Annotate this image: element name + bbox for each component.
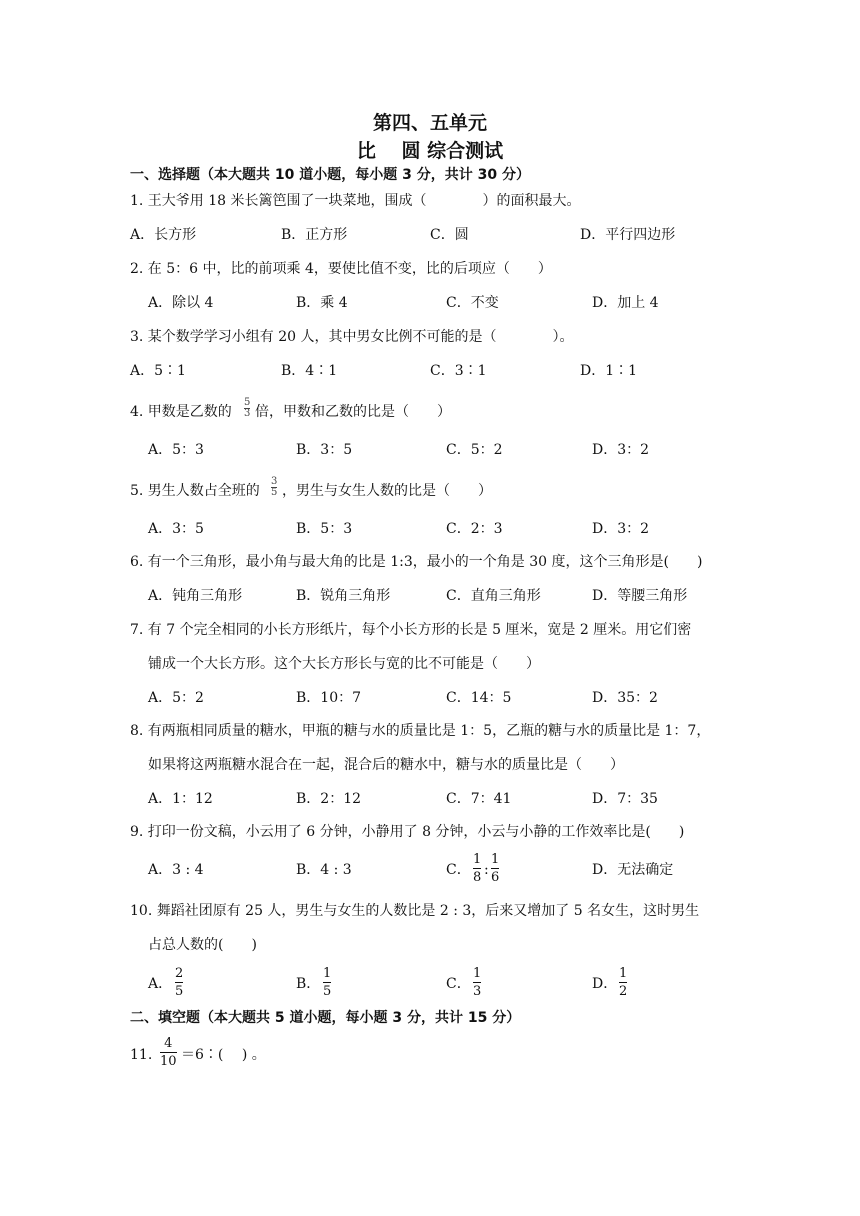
question-9-option-b: B．4 : 3: [296, 862, 352, 878]
question-10-option-a-label: A．: [148, 976, 173, 992]
question-5-option-c: C．2：3: [446, 521, 503, 537]
question-3-option-a: A．5∶1: [130, 363, 186, 379]
question-7-option-c: C．14：5: [446, 690, 512, 706]
question-2-stem: 2. 在 5：6 中，比的前项乘 4，要使比值不变，比的后项应（ ）: [130, 261, 552, 277]
page-title: 第四、五单元: [372, 112, 487, 134]
question-7-stem-line1: 7. 有 7 个完全相同的小长方形纸片，每个小长方形的长是 5 厘米，宽是 2 厘米。用它们密: [130, 622, 692, 638]
fraction-denominator: 3: [473, 984, 482, 999]
question-10-option-a-fraction: [175, 966, 183, 999]
question-10-option-b-label: B．: [296, 976, 321, 992]
question-1-option-b: B．正方形: [281, 227, 348, 243]
question-10-option-c-fraction: [473, 966, 481, 999]
question-4-option-a: A．5：3: [148, 442, 204, 458]
question-9-option-c-label: C．: [446, 862, 471, 878]
question-9-stem: 9. 打印一份文稿，小云用了 6 分钟，小静用了 8 分钟，小云与小静的工作效率比是( ): [130, 824, 685, 840]
question-9-option-c-fraction-2: [491, 852, 499, 885]
question-3-option-c: C．3∶1: [430, 363, 487, 379]
question-8-option-d: D．7：35: [592, 791, 658, 807]
fraction-numerator: 1: [491, 852, 500, 867]
page-subtitle: 比 圆 综合测试: [356, 140, 504, 162]
question-7-option-a: A．5：2: [148, 690, 204, 706]
fraction-numerator: 1: [473, 966, 482, 981]
question-2-option-a: A．除以 4: [148, 295, 214, 311]
section-heading-choice: 一、选择题（本大题共 10 道小题，每小题 3 分，共计 30 分）: [130, 167, 530, 183]
question-2-option-b: B．乘 4: [296, 295, 348, 311]
question-1-stem: 1. 王大爷用 18 米长篱笆围了一块菜地，围成（ ）的面积最大。: [130, 193, 581, 209]
question-4-option-c: C．5：2: [446, 442, 503, 458]
fraction-numerator: 2: [175, 966, 184, 981]
question-2-option-d: D．加上 4: [592, 295, 659, 311]
question-4-stem-post: 倍，甲数和乙数的比是（ ）: [255, 404, 451, 420]
question-7-option-d: D．35：2: [592, 690, 658, 706]
question-3-stem: 3. 某个数学学习小组有 20 人，其中男女比例不可能的是（ ）。: [130, 329, 574, 345]
fraction-denominator: 2: [619, 984, 628, 999]
question-2-option-c: C．不变: [446, 295, 499, 311]
question-11-rest: ＝6∶( ) 。: [181, 1047, 266, 1063]
question-9-option-d: D．无法确定: [592, 862, 674, 878]
question-4-stem-pre: 4. 甲数是乙数的: [130, 404, 232, 420]
question-5-fraction: [271, 477, 277, 498]
fraction-denominator: 10: [160, 1054, 177, 1069]
question-10-stem-line1: 10. 舞蹈社团原有 25 人，男生与女生的人数比是 2 : 3，后来又增加了 5 名女生，这时男生: [130, 903, 700, 919]
question-4-option-d: D．3：2: [592, 442, 650, 458]
question-8-stem-line2: 如果将这两瓶糖水混合在一起，混合后的糖水中，糖与水的质量比是（ ）: [148, 757, 624, 773]
fraction-numerator: 4: [164, 1036, 173, 1051]
section-heading-fill-in: 二、填空题（本大题共 5 道小题，每小题 3 分，共计 15 分）: [130, 1010, 521, 1026]
question-8-stem-line1: 8. 有两瓶相同质量的糖水，甲瓶的糖与水的质量比是 1：5，乙瓶的糖与水的质量比是 1：7，: [130, 723, 711, 739]
question-11-fraction: [160, 1036, 177, 1069]
question-6-option-d: D．等腰三角形: [592, 588, 688, 604]
question-5-stem-post: ，男生与女生人数的比是（ ）: [282, 483, 492, 499]
fraction-numerator: 3: [271, 476, 278, 487]
fraction-denominator: 5: [271, 487, 278, 498]
question-10-stem-line2: 占总人数的( ): [148, 937, 257, 953]
question-8-option-a: A．1：12: [148, 791, 213, 807]
question-11-label: 11.: [130, 1047, 153, 1063]
question-9-option-c-fraction-1: [473, 852, 481, 885]
question-5-option-b: B．5：3: [296, 521, 353, 537]
fraction-numerator: 1: [619, 966, 628, 981]
question-8-option-c: C．7：41: [446, 791, 512, 807]
fraction-numerator: 5: [244, 397, 251, 408]
question-5-option-a: A．3：5: [148, 521, 204, 537]
question-6-option-a: A．钝角三角形: [148, 588, 243, 604]
fraction-numerator: 1: [323, 966, 332, 981]
question-9-option-c-separator: :: [484, 862, 489, 878]
question-10-option-b-fraction: [323, 966, 331, 999]
question-1-option-a: A．长方形: [130, 227, 197, 243]
fraction-denominator: 5: [175, 984, 184, 999]
question-5-stem-pre: 5. 男生人数占全班的: [130, 483, 260, 499]
fraction-denominator: 6: [491, 870, 500, 885]
question-6-option-c: C．直角三角形: [446, 588, 541, 604]
question-10-option-c-label: C．: [446, 976, 471, 992]
question-6-stem: 6. 有一个三角形，最小角与最大角的比是 1:3，最小的一个角是 30 度，这个三角形是( ): [130, 554, 703, 570]
question-5-option-d: D．3：2: [592, 521, 650, 537]
question-10-option-d-fraction: [619, 966, 627, 999]
fraction-denominator: 3: [244, 408, 251, 419]
fraction-denominator: 8: [473, 870, 482, 885]
question-1-option-d: D．平行四边形: [580, 227, 676, 243]
fraction-denominator: 5: [323, 984, 332, 999]
question-4-fraction: [244, 398, 250, 419]
question-3-option-d: D．1∶1: [580, 363, 638, 379]
question-7-stem-line2: 铺成一个大长方形。这个大长方形长与宽的比不可能是（ ）: [148, 656, 540, 672]
question-10-option-d-label: D．: [592, 976, 618, 992]
question-4-option-b: B．3：5: [296, 442, 353, 458]
question-6-option-b: B．锐角三角形: [296, 588, 391, 604]
question-9-option-a: A．3 : 4: [148, 862, 204, 878]
question-7-option-b: B．10：7: [296, 690, 362, 706]
question-1-option-c: C．圆: [430, 227, 469, 243]
question-3-option-b: B．4∶1: [281, 363, 338, 379]
question-8-option-b: B．2：12: [296, 791, 362, 807]
fraction-numerator: 1: [473, 852, 482, 867]
